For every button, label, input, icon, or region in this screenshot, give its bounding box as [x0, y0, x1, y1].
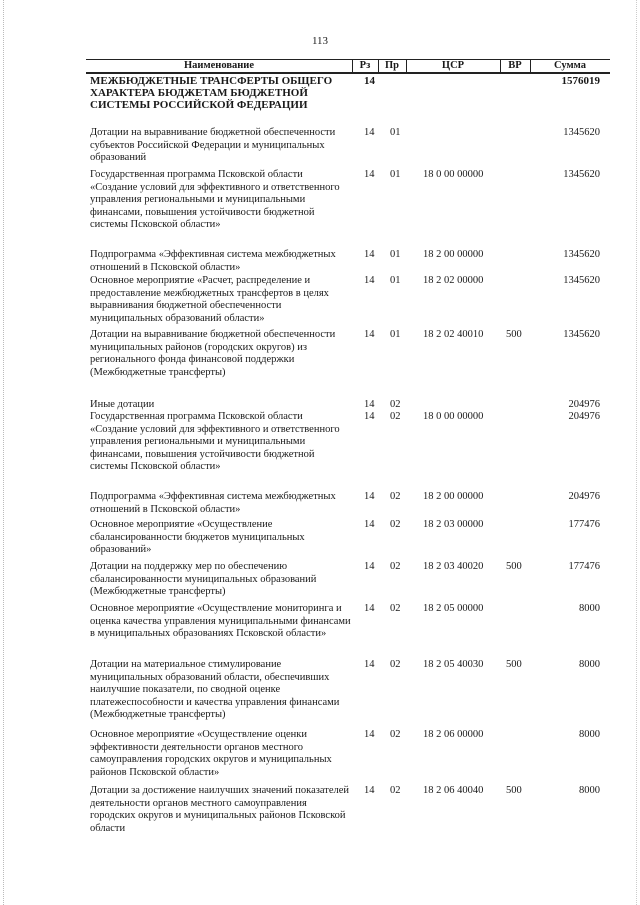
row-name: Подпрограмма «Эффективная система межбюджетных отношений в Псковской области» [90, 491, 336, 515]
row-sum: 8000 [579, 785, 600, 796]
row-name: Основное мероприятие «Расчет, распределение и предоставление межбюджетных трансфертов в целях выравнивания бюджетной обеспеченности муниципальных образований области» [90, 275, 329, 324]
row-rz: 14 [364, 659, 375, 670]
header-rz: Рз [359, 60, 371, 71]
row-name: Дотации на выравнивание бюджетной обеспеченности субъектов Российской Федерации и муниципальных образований [90, 127, 336, 164]
row-vr: 500 [506, 785, 522, 796]
row-sum: 204976 [568, 399, 600, 410]
row-rz: 14 [364, 519, 375, 530]
row-csr: 18 0 00 00000 [423, 169, 484, 180]
row-name: Дотации за достижение наилучших значений показателей деятельности органов местного самоуправления городских округов и муниципальных районов Псковской области [90, 785, 350, 834]
row-pr: 02 [390, 785, 401, 796]
row-sum: 177476 [568, 519, 600, 530]
row-name: МЕЖБЮДЖЕТНЫЕ ТРАНСФЕРТЫ ОБЩЕГО ХАРАКТЕРА БЮДЖЕТАМ БЮДЖЕТНОЙ СИСТЕМЫ РОССИЙСКОЙ ФЕДЕРАЦИИ [90, 75, 333, 111]
header-vr: ВР [508, 60, 522, 71]
row-rz: 14 [364, 785, 375, 796]
row-csr: 18 2 06 00000 [423, 729, 484, 740]
row-rz: 14 [364, 411, 375, 422]
row-vr: 500 [506, 561, 522, 572]
row-csr: 18 2 05 40030 [423, 659, 484, 670]
row-sum: 8000 [579, 729, 600, 740]
row-name: Государственная программа Псковской области «Создание условий для эффективного и ответственного управления региональными и муниципальными финансами, повышения устойчивости бюджетной системы Псковской области» [90, 169, 340, 231]
row-rz: 14 [364, 491, 375, 502]
row-pr: 02 [390, 729, 401, 740]
row-pr: 02 [390, 399, 401, 410]
row-rz: 14 [364, 127, 375, 138]
row-pr: 01 [390, 329, 401, 340]
row-name: Дотации на материальное стимулирование муниципальных образований области, обеспечивших наилучшие показатели, по сводной оценке платежеспособности и качества управления финансами (Межбюджетные трансферты) [90, 659, 340, 721]
row-sum: 204976 [568, 491, 600, 502]
row-name: Дотации на выравнивание бюджетной обеспеченности муниципальных районов (городских округов) из регионального фонда финансовой поддержки (Межбюджетные трансферты) [90, 329, 336, 378]
row-rz: 14 [364, 249, 375, 260]
row-sum: 1345620 [563, 275, 600, 286]
row-rz: 14 [364, 399, 375, 410]
row-pr: 02 [390, 491, 401, 502]
row-csr: 18 2 02 00000 [423, 275, 484, 286]
row-csr: 18 2 00 00000 [423, 249, 484, 260]
row-pr: 02 [390, 561, 401, 572]
scan-left-edge [0, 0, 4, 905]
row-rz: 14 [364, 729, 375, 740]
header-csr: ЦСР [441, 60, 465, 71]
row-pr: 01 [390, 127, 401, 138]
row-rz: 14 [364, 561, 375, 572]
row-sum: 177476 [568, 561, 600, 572]
row-pr: 02 [390, 519, 401, 530]
row-csr: 18 2 05 00000 [423, 603, 484, 614]
row-sum: 1345620 [563, 249, 600, 260]
row-pr: 01 [390, 249, 401, 260]
table-header [86, 59, 610, 74]
row-sum: 1345620 [563, 169, 600, 180]
row-rz: 14 [364, 169, 375, 180]
row-name: Государственная программа Псковской области «Создание условий для эффективного и ответственного управления региональными и муниципальными финансами, повышения устойчивости бюджетной системы Псковской области» [90, 411, 340, 473]
header-name: Наименование [184, 60, 254, 71]
row-vr: 500 [506, 329, 522, 340]
row-name: Основное мероприятие «Осуществление мониторинга и оценка качества управления муниципальными финансами в муниципальных образованиях Псковской области» [90, 603, 351, 640]
row-pr: 01 [390, 275, 401, 286]
row-name: Основное мероприятие «Осуществление оценки эффективности деятельности органов местного самоуправления городских округов и муниципальных районов Псковской области» [90, 729, 332, 778]
row-csr: 18 2 00 00000 [423, 491, 484, 502]
row-sum: 204976 [568, 411, 600, 422]
row-pr: 02 [390, 411, 401, 422]
row-csr: 18 0 00 00000 [423, 411, 484, 422]
header-pr: Пр [384, 60, 399, 71]
row-pr: 02 [390, 659, 401, 670]
page-number: 113 [311, 35, 329, 47]
row-rz: 14 [364, 603, 375, 614]
row-name: Иные дотации [90, 399, 155, 410]
row-name: Дотации на поддержку мер по обеспечению сбалансированности муниципальных образований (Межбюджетные трансферты) [90, 561, 317, 598]
row-sum: 1345620 [563, 329, 600, 340]
row-sum: 1576019 [561, 75, 600, 87]
row-sum: 8000 [579, 659, 600, 670]
row-name: Основное мероприятие «Осуществление сбалансированности бюджетов муниципальных образований» [90, 519, 305, 556]
row-csr: 18 2 03 00000 [423, 519, 484, 530]
row-sum: 1345620 [563, 127, 600, 138]
row-sum: 8000 [579, 603, 600, 614]
row-pr: 01 [390, 169, 401, 180]
row-name: Подпрограмма «Эффективная система межбюджетных отношений в Псковской области» [90, 249, 336, 273]
row-rz: 14 [364, 275, 375, 286]
row-rz: 14 [364, 75, 375, 87]
row-vr: 500 [506, 659, 522, 670]
row-rz: 14 [364, 329, 375, 340]
row-csr: 18 2 03 40020 [423, 561, 484, 572]
row-pr: 02 [390, 603, 401, 614]
row-csr: 18 2 02 40010 [423, 329, 484, 340]
row-csr: 18 2 06 40040 [423, 785, 484, 796]
scan-right-edge [636, 0, 640, 905]
header-sum: Сумма [554, 60, 586, 71]
